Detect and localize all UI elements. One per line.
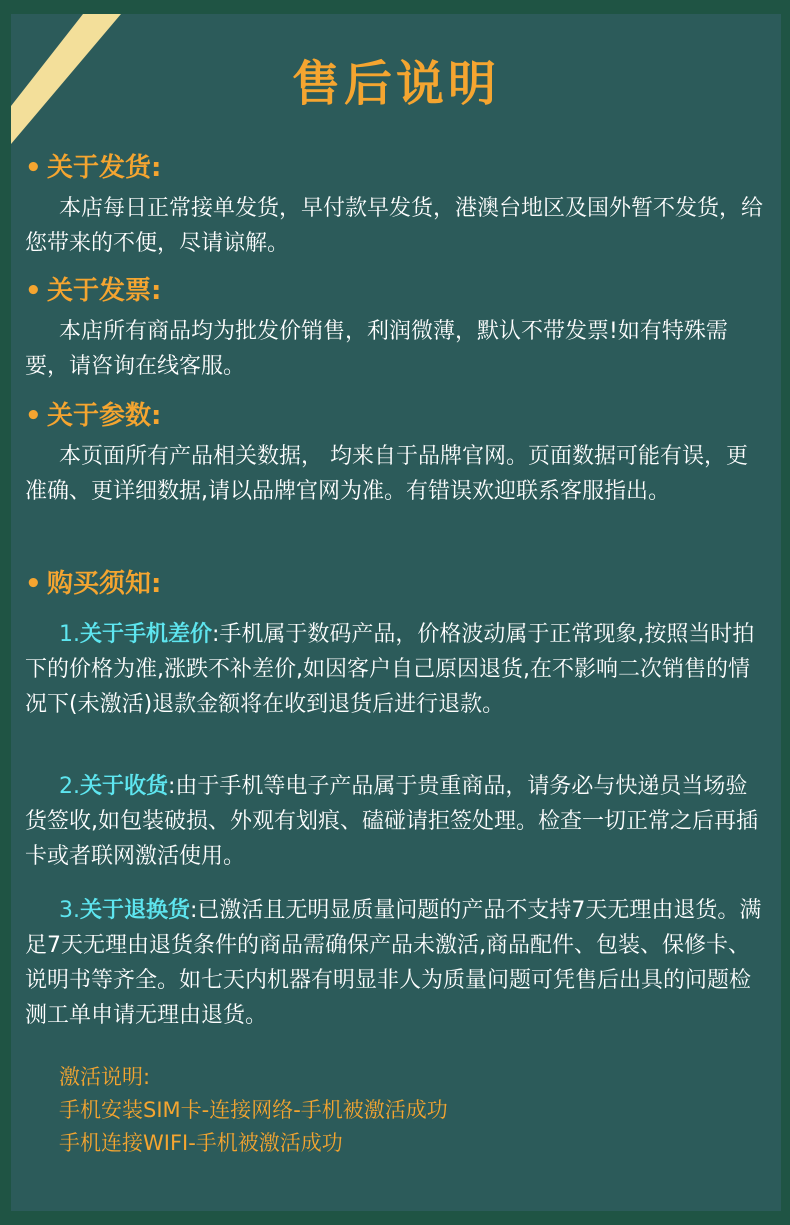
activation-wifi-steps: 手机连接WIFI-手机被激活成功 — [59, 1131, 343, 1155]
purchase-note-label: 关于收货 — [80, 774, 169, 799]
purchase-note-label: 关于退换货 — [80, 898, 191, 923]
section-text-shipping: 本店每日正常接单发货，早付款早发货，港澳台地区及国外暂不发货，给您带来的不便，尽请谅解。 — [25, 196, 764, 256]
activation-info — [59, 1061, 448, 1160]
section-heading-shipping — [25, 151, 161, 185]
page-title: 售后说明 — [291, 56, 500, 112]
purchase-note-number: 1. — [59, 622, 80, 647]
purchase-note-label: 关于手机差价 — [80, 622, 213, 647]
activation-label: 激活说明: — [59, 1065, 151, 1089]
purchase-note-number: 2. — [59, 774, 80, 799]
bullet-icon: • — [25, 569, 42, 599]
section-heading-label: 关于发货: — [47, 153, 162, 183]
section-heading-invoice — [25, 274, 161, 308]
section-heading-label: 关于发票: — [47, 276, 162, 306]
section-heading-label: 关于参数: — [47, 401, 162, 431]
purchase-note-price-difference — [25, 617, 769, 722]
section-heading-label: 购买须知: — [47, 569, 162, 599]
purchase-note-returns — [25, 893, 769, 1033]
activation-sim-steps: 手机安装SIM卡-连接网络-手机被激活成功 — [59, 1098, 448, 1122]
bullet-icon: • — [25, 276, 42, 306]
bullet-icon: • — [25, 153, 42, 183]
section-heading-parameters — [25, 399, 161, 433]
purchase-note-text: :由于手机等电子产品属于贵重商品，请务必与快递员当场验货签收,如包装破损、外观有划痕、磕碰请拒签处理。检查一切正常之后再插卡或者联网激活使用。 — [25, 774, 758, 869]
section-heading-purchase-notes — [25, 567, 161, 601]
purchase-note-text: :手机属于数码产品，价格波动属于正常现象,按照当时拍下的价格为准,涨跌不补差价,如因客户自己原因退货,在不影响二次销售的情况下(未激活)退款金额将在收到退货后进行退款。 — [25, 622, 755, 717]
bullet-icon: • — [25, 401, 42, 431]
after-sales-panel — [11, 14, 781, 1211]
section-text-invoice: 本店所有商品均为批发价销售，利润微薄，默认不带发票!如有特殊需要，请咨询在线客服。 — [25, 319, 728, 379]
purchase-note-receiving — [25, 769, 769, 874]
purchase-note-text: :已激活且无明显质量问题的产品不支持7天无理由退货。满足7天无理由退货条件的商品需确保产品未激活,商品配件、包装、保修卡、说明书等齐全。如七天内机器有明显非人为质量问题可凭售后出具的问题检测工单申请无理由退货。 — [25, 898, 762, 1028]
section-text-parameters: 本页面所有产品相关数据， 均来自于品牌官网。页面数据可能有误，更准确、更详细数据,请以品牌官网为准。有错误欢迎联系客服指出。 — [25, 444, 748, 504]
purchase-note-number: 3. — [59, 898, 80, 923]
